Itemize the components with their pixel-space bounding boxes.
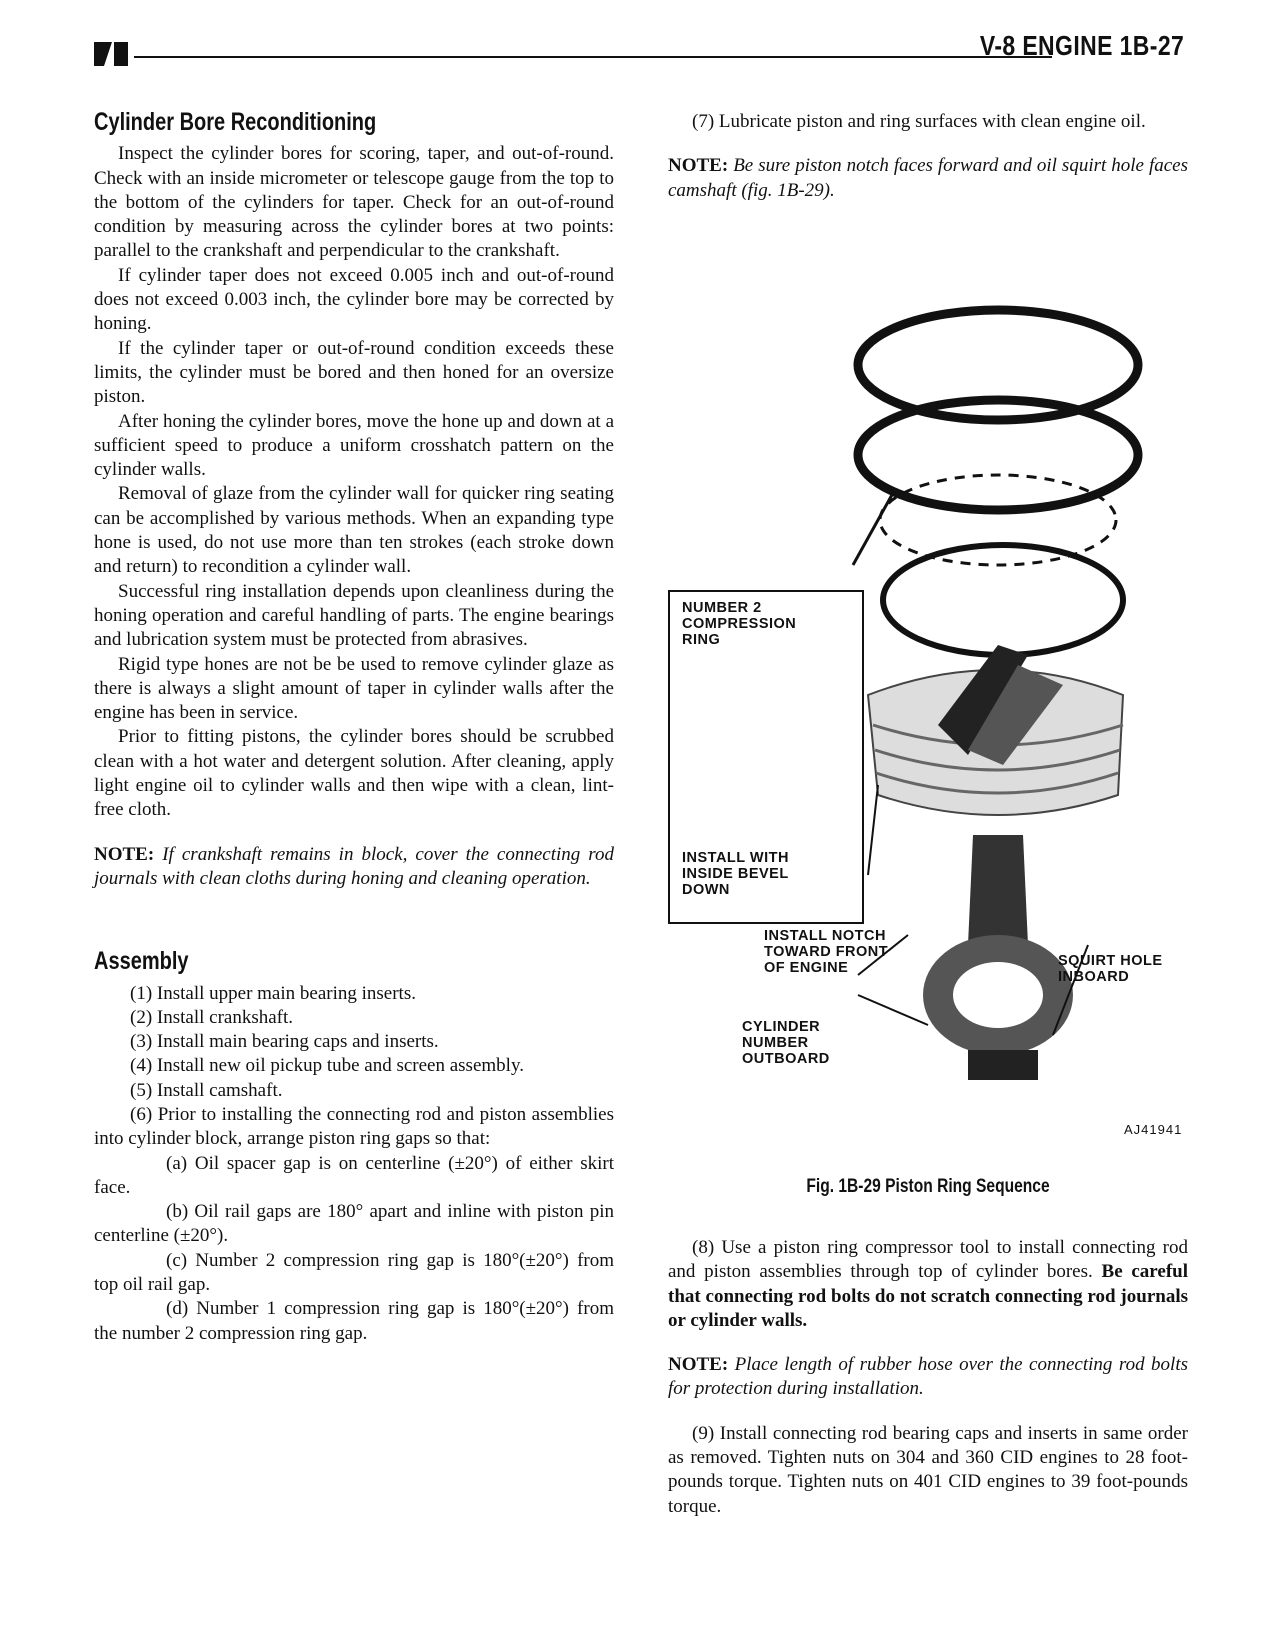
- note-rubber-hose: [668, 1353, 1188, 1402]
- oil-rail: [883, 545, 1123, 655]
- paragraph: Removal of glaze from the cylinder wall for quicker ring seating can be accomplished by various methods. When an expanding type hone is used, do not use more than ten strokes (each stroke down and return) to recondition a cylinder wall.: [94, 483, 614, 578]
- label-cylinder-number: CYLINDER NUMBER OUTBOARD: [742, 1019, 830, 1067]
- note-label: NOTE:: [94, 843, 155, 865]
- paragraph: Prior to fitting pistons, the cylinder bores should be scrubbed clean with a hot water and detergent solution. After cleaning, apply light engine oil to cylinder walls and then wipe with a clean, lint-free cloth.: [94, 726, 614, 821]
- step-7: (7) Lubricate piston and ring surfaces with clean engine oil.: [692, 111, 1146, 132]
- step-6a: (a) Oil spacer gap is on centerline (±20°) of either skirt face.: [94, 1152, 614, 1198]
- figure-caption: Fig. 1B-29 Piston Ring Sequence: [806, 1176, 1050, 1197]
- step-6c: (c) Number 2 compression ring gap is 180°(±20°) from top oil rail gap.: [94, 1249, 614, 1296]
- note-text: Place length of rubber hose over the connecting rod bolts for protection during installation.: [668, 1354, 1188, 1400]
- note-label: NOTE:: [668, 1354, 729, 1376]
- step-2: (2) Install crankshaft.: [130, 1006, 294, 1028]
- connecting-rod-icon: [923, 835, 1073, 1080]
- step-6d: (d) Number 1 compression ring gap is 180°(±20°) from the number 2 compression ring gap.: [94, 1298, 614, 1344]
- step-9: (9) Install connecting rod bearing caps and inserts in same order as removed. Tighten nuts on 304 and 360 CID engines to 28 foot-pounds torque. Tighten nuts on 401 CID engines to 39 foot-pounds torque.: [668, 1422, 1188, 1517]
- note-text: Be sure piston notch faces forward and oil squirt hole faces camshaft (fig. 1B-29).: [668, 155, 1189, 201]
- paragraph: If cylinder taper does not exceed 0.005 inch and out-of-round does not exceed 0.003 inch, the cylinder bore may be corrected by honing.: [94, 264, 614, 335]
- step-8-text: (8) Use a piston ring compressor tool to install connecting rod and piston assemblies through top of cylinder bores.: [668, 1237, 1188, 1283]
- note-crankshaft: [94, 843, 614, 892]
- piston-icon: [868, 645, 1123, 815]
- step-4: (4) Install new oil pickup tube and screen assembly.: [130, 1055, 524, 1077]
- figure-piston-ring-sequence: [668, 295, 1188, 1155]
- left-column: [94, 110, 614, 1346]
- step-6: (6) Prior to installing the connecting rod and piston assemblies into cylinder block, arrange piston ring gaps so that:: [94, 1103, 614, 1150]
- label-squirt-hole: SQUIRT HOLE INBOARD: [1058, 953, 1163, 985]
- step-5: (5) Install camshaft.: [130, 1079, 283, 1101]
- right-column-bottom: [668, 1236, 1188, 1519]
- right-column-top: [668, 110, 1188, 203]
- label-number-2-compression-ring: NUMBER 2 COMPRESSION RING: [682, 600, 797, 648]
- header-rule: [134, 56, 1052, 58]
- step-8-warning: Be careful that connecting rod bolts do not scratch connecting rod journals or cylinder walls.: [668, 1261, 1188, 1331]
- note-piston-notch: [668, 154, 1188, 203]
- section-heading-cylinder-bore: Cylinder Bore Reconditioning: [94, 108, 377, 136]
- jeep-logo-icon: [94, 38, 130, 68]
- note-text: If crankshaft remains in block, cover the connecting rod journals with clean cloths during honing and cleaning operation.: [94, 843, 614, 889]
- step-8: [668, 1236, 1188, 1333]
- page-header: [94, 30, 1184, 70]
- oil-expander: [880, 475, 1116, 565]
- page-title: V-8 ENGINE 1B-27: [979, 30, 1184, 61]
- step-1: (1) Install upper main bearing inserts.: [130, 982, 416, 1004]
- paragraph: After honing the cylinder bores, move the hone up and down at a sufficient speed to produce a uniform crosshatch pattern on the cylinder walls.: [94, 410, 614, 481]
- note-label: NOTE:: [668, 155, 729, 177]
- label-install-inside-bevel: INSTALL WITH INSIDE BEVEL DOWN: [682, 850, 789, 898]
- label-install-notch: INSTALL NOTCH TOWARD FRONT OF ENGINE: [764, 928, 889, 976]
- step-3: (3) Install main bearing caps and inserts.: [130, 1031, 439, 1053]
- paragraph: Successful ring installation depends upon cleanliness during the honing operation and careful handling of parts. The engine bearings and lubrication system must be protected from abrasives.: [94, 580, 614, 651]
- figure-code: AJ41941: [1124, 1122, 1183, 1137]
- section-heading-assembly: Assembly: [94, 947, 189, 976]
- paragraph: Rigid type hones are not be be used to remove cylinder glaze as there is always a slight amount of taper in cylinder walls after the engine has been in service.: [94, 653, 614, 724]
- step-6b: (b) Oil rail gaps are 180° apart and inline with piston pin centerline (±20°).: [94, 1201, 614, 1247]
- paragraph: Inspect the cylinder bores for scoring, taper, and out-of-round. Check with an inside micrometer or telescope gauge from the top to the bottom of the cylinders for taper. Check for an out-of-round condition by measuring across the cylinder bores at two points: parallel to the crankshaft and perpendicular to the crankshaft.: [94, 143, 614, 262]
- paragraph: If the cylinder taper or out-of-round condition exceeds these limits, the cylinder must be bored and then honed for an oversize piston.: [94, 337, 614, 408]
